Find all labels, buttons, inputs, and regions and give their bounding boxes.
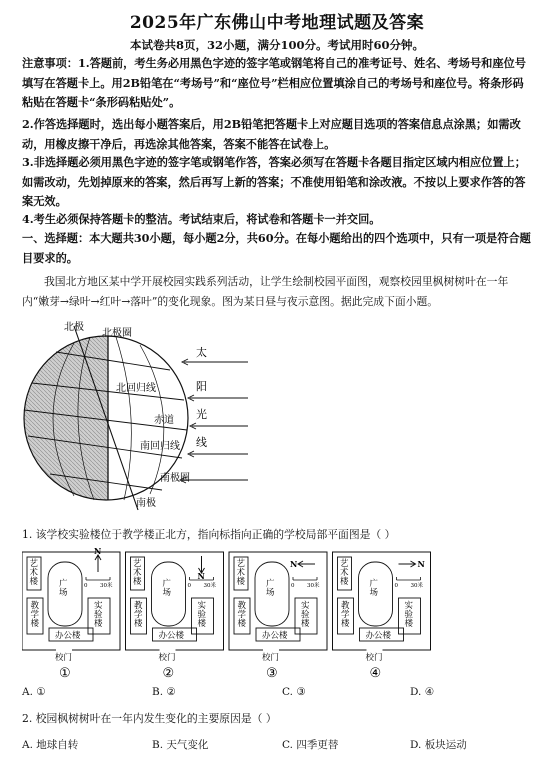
scale-zero: 0	[187, 583, 191, 589]
field-label: 广场	[162, 579, 172, 598]
tropic-capricorn-label: 南回归线	[140, 441, 180, 452]
scale-label: 30米	[410, 583, 423, 589]
q2-option-d[interactable]: D. 板块运动	[410, 739, 467, 751]
art-building-label: 艺术楼	[236, 559, 246, 587]
office-label: 办公楼	[262, 631, 288, 641]
question-1-stem: 1. 该学校实验楼位于教学楼正北方，指向标指向正确的学校局部平面图是（ ）	[22, 528, 396, 541]
campus-map-3	[229, 552, 327, 681]
gate-label: 校门	[55, 653, 73, 663]
sunlight-arrows	[180, 359, 248, 483]
scale-label: 30米	[203, 583, 216, 589]
equator-label: 赤道	[154, 415, 174, 426]
campus-map-2	[126, 552, 224, 681]
sunlight-char-2: 阳	[196, 380, 207, 393]
lab-building-label: 实验楼	[94, 601, 103, 629]
campus-maps	[22, 548, 534, 682]
map-number: ④	[369, 666, 382, 681]
lab-building-label: 实验楼	[197, 601, 207, 629]
office-label: 办公楼	[365, 631, 392, 641]
gate-label: 校门	[262, 653, 280, 663]
campus-map-1	[22, 548, 120, 681]
north-pole-label: 北极	[64, 322, 84, 333]
field-label: 广场	[59, 579, 68, 598]
teaching-building-label: 教学楼	[341, 601, 350, 629]
gate-label: 校门	[158, 653, 176, 663]
q1-option-c[interactable]: C. ③	[282, 686, 306, 698]
teaching-building-label: 教学楼	[30, 601, 40, 629]
scale-label: 30米	[307, 583, 320, 589]
scale-label: 30米	[100, 583, 113, 589]
sunlight-char-1: 太	[196, 346, 207, 359]
night-side	[12, 318, 108, 514]
field-label: 广场	[266, 579, 275, 598]
campus-map-4	[333, 552, 431, 681]
north-arrow-label: N	[290, 559, 298, 569]
antarctic-circle-label: 南极圈	[160, 473, 190, 484]
sunlight-char-3: 光	[196, 408, 207, 421]
exam-info: 本试卷共8页，32小题，满分100分。考试用时60分钟。	[129, 38, 424, 52]
office-label: 办公楼	[55, 631, 81, 641]
teaching-building-label: 教学楼	[134, 601, 143, 629]
q1-option-a[interactable]: A. ①	[22, 686, 46, 698]
notice-4: 4.考生必须保持答题卡的整洁。考试结束后，将试卷和答题卡一并交回。	[22, 212, 381, 226]
art-building-label: 艺术楼	[133, 559, 142, 587]
scale-zero: 0	[394, 583, 398, 589]
q1-option-d[interactable]: D. ④	[410, 686, 435, 698]
q2-option-c[interactable]: C. 四季更替	[282, 739, 339, 751]
q2-option-a[interactable]: A. 地球自转	[22, 739, 79, 751]
art-building-label: 艺术楼	[340, 559, 349, 587]
lab-building-label: 实验楼	[404, 601, 414, 629]
teaching-building-label: 教学楼	[237, 601, 247, 629]
tropic-cancer-label: 北回归线	[116, 383, 156, 394]
north-arrow-label: N	[417, 559, 425, 569]
gate-label: 校门	[365, 653, 383, 663]
day-night-globe-figure	[12, 318, 252, 514]
art-building-label: 艺术楼	[29, 559, 39, 587]
scale-zero: 0	[291, 583, 295, 589]
north-arrow-label: N	[197, 571, 205, 581]
passage: 我国北方地区某中学开展校园实践系列活动，让学生绘制校园平面图，观察校园里枫树树叶在一年内“嫩芽→绿叶→红叶→落叶”的变化现象。图为某日昼与夜示意图。据此完成下面小题。	[22, 275, 509, 308]
lab-building-label: 实验楼	[301, 601, 310, 629]
office-label: 办公楼	[158, 631, 185, 641]
north-arrow-label: N	[94, 548, 102, 556]
map-number: ③	[266, 666, 278, 681]
q2-option-b[interactable]: B. 天气变化	[152, 739, 209, 751]
notice-3: 3.非选择题必须用黑色字迹的签字笔或钢笔作答，答案必须写在答题卡各题目指定区域内相应位置上；如需改动，先划掉原来的答案，然后再写上新的答案；不准使用铅笔和涂改液。不按以上要求作答的答案无效。	[22, 155, 526, 209]
south-pole-label: 南极	[136, 498, 156, 509]
page-title: 2025年广东佛山中考地理试题及答案	[129, 13, 425, 33]
section-heading: 一、选择题：本大题共30小题，每小题2分，共60分。在每小题给出的四个选项中，只有一项是符合题目要求的。	[22, 231, 531, 265]
arctic-circle-label: 北极圈	[102, 328, 132, 339]
campus-maps-row	[22, 548, 534, 682]
map-number: ②	[162, 666, 175, 681]
field-label: 广场	[369, 579, 379, 598]
question-2-stem: 2. 校园枫树树叶在一年内发生变化的主要原因是（ ）	[22, 712, 277, 725]
sunlight-char-4: 线	[196, 436, 207, 449]
notice-2: 2.作答选择题时，选出每小题答案后，用2B铅笔把答题卡上对应题目选项的答案信息点涂黑；如需改动，用橡皮擦干净后，再选涂其他答案，答案不能答在试卷上。	[22, 117, 521, 151]
scale-zero: 0	[84, 583, 88, 589]
map-number: ①	[59, 666, 71, 681]
notice-1: 注意事项：1.答题前，考生务必用黑色字迹的签字笔或钢笔将自己的准考证号、姓名、考场号和座位号填写在答题卡上。用2B铅笔在“考场号”和“座位号”栏相应位置填涂自己的考场号和座位号。将条形码粘贴在答题卡“条形码粘贴处”。	[22, 56, 526, 110]
q1-option-b[interactable]: B. ②	[152, 686, 176, 698]
